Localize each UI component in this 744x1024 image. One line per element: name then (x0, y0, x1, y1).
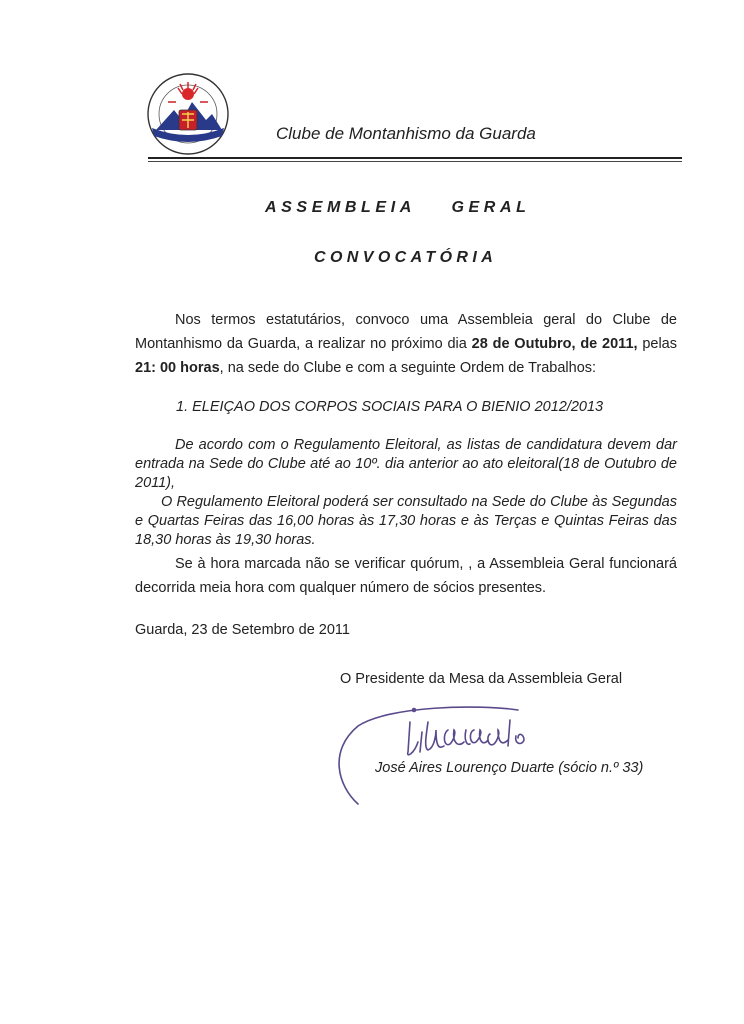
document-title: ASSEMBLEIA GERAL (265, 199, 531, 216)
signer-name: José Aires Lourenço Duarte (sócio n.º 33) (375, 760, 644, 776)
paragraph-text-3: , na sede do Clube e com a seguinte Ordem de Trabalhos: (219, 360, 597, 376)
header-divider-thin (148, 161, 682, 162)
club-logo (146, 72, 230, 156)
club-name-heading: Clube de Montanhismo da Guarda (276, 124, 536, 143)
quorum-paragraph (135, 552, 677, 600)
paragraph-text-1: Nos termos estatutários, convoco uma Assembleia geral do Clube de Montanhismo da Guarda, a realizar no próximo dia (135, 312, 677, 352)
meeting-time: 21: 00 horas (135, 360, 220, 376)
paragraph-text-2: pelas (637, 336, 677, 352)
document-subtitle: CONVOCATÓRIA (314, 249, 498, 266)
convocation-paragraph (135, 308, 677, 380)
place-and-date: Guarda, 23 de Setembro de 2011 (135, 622, 350, 638)
quorum-text: Se à hora marcada não se verificar quórum, , a Assembleia Geral funcionará decorrida meia hora com qualquer número de sócios presentes. (135, 556, 677, 596)
election-note-regulation: O Regulamento Eleitoral poderá ser consultado na Sede do Clube às Segundas e Quartas Feiras das 16,00 horas às 17,30 horas e às Terças e Quintas Feiras das 18,30 horas às 19,30 horas. (135, 494, 677, 548)
handwritten-signature (318, 696, 608, 806)
club-emblem-icon (146, 72, 230, 156)
election-note-candidacy: De acordo com o Regulamento Eleitoral, as listas de candidatura devem dar entrada na Sede do Clube até ao 10º. dia anterior ao ato eleitoral(18 de Outubro de 2011), (135, 437, 677, 491)
election-notes (135, 436, 677, 550)
meeting-date: 28 de Outubro, de 2011, (471, 336, 638, 352)
header-divider (148, 157, 682, 159)
agenda-item: 1. ELEIÇAO DOS CORPOS SOCIAIS PARA O BIENIO 2012/2013 (176, 399, 604, 415)
president-title: O Presidente da Mesa da Assembleia Geral (340, 671, 623, 687)
